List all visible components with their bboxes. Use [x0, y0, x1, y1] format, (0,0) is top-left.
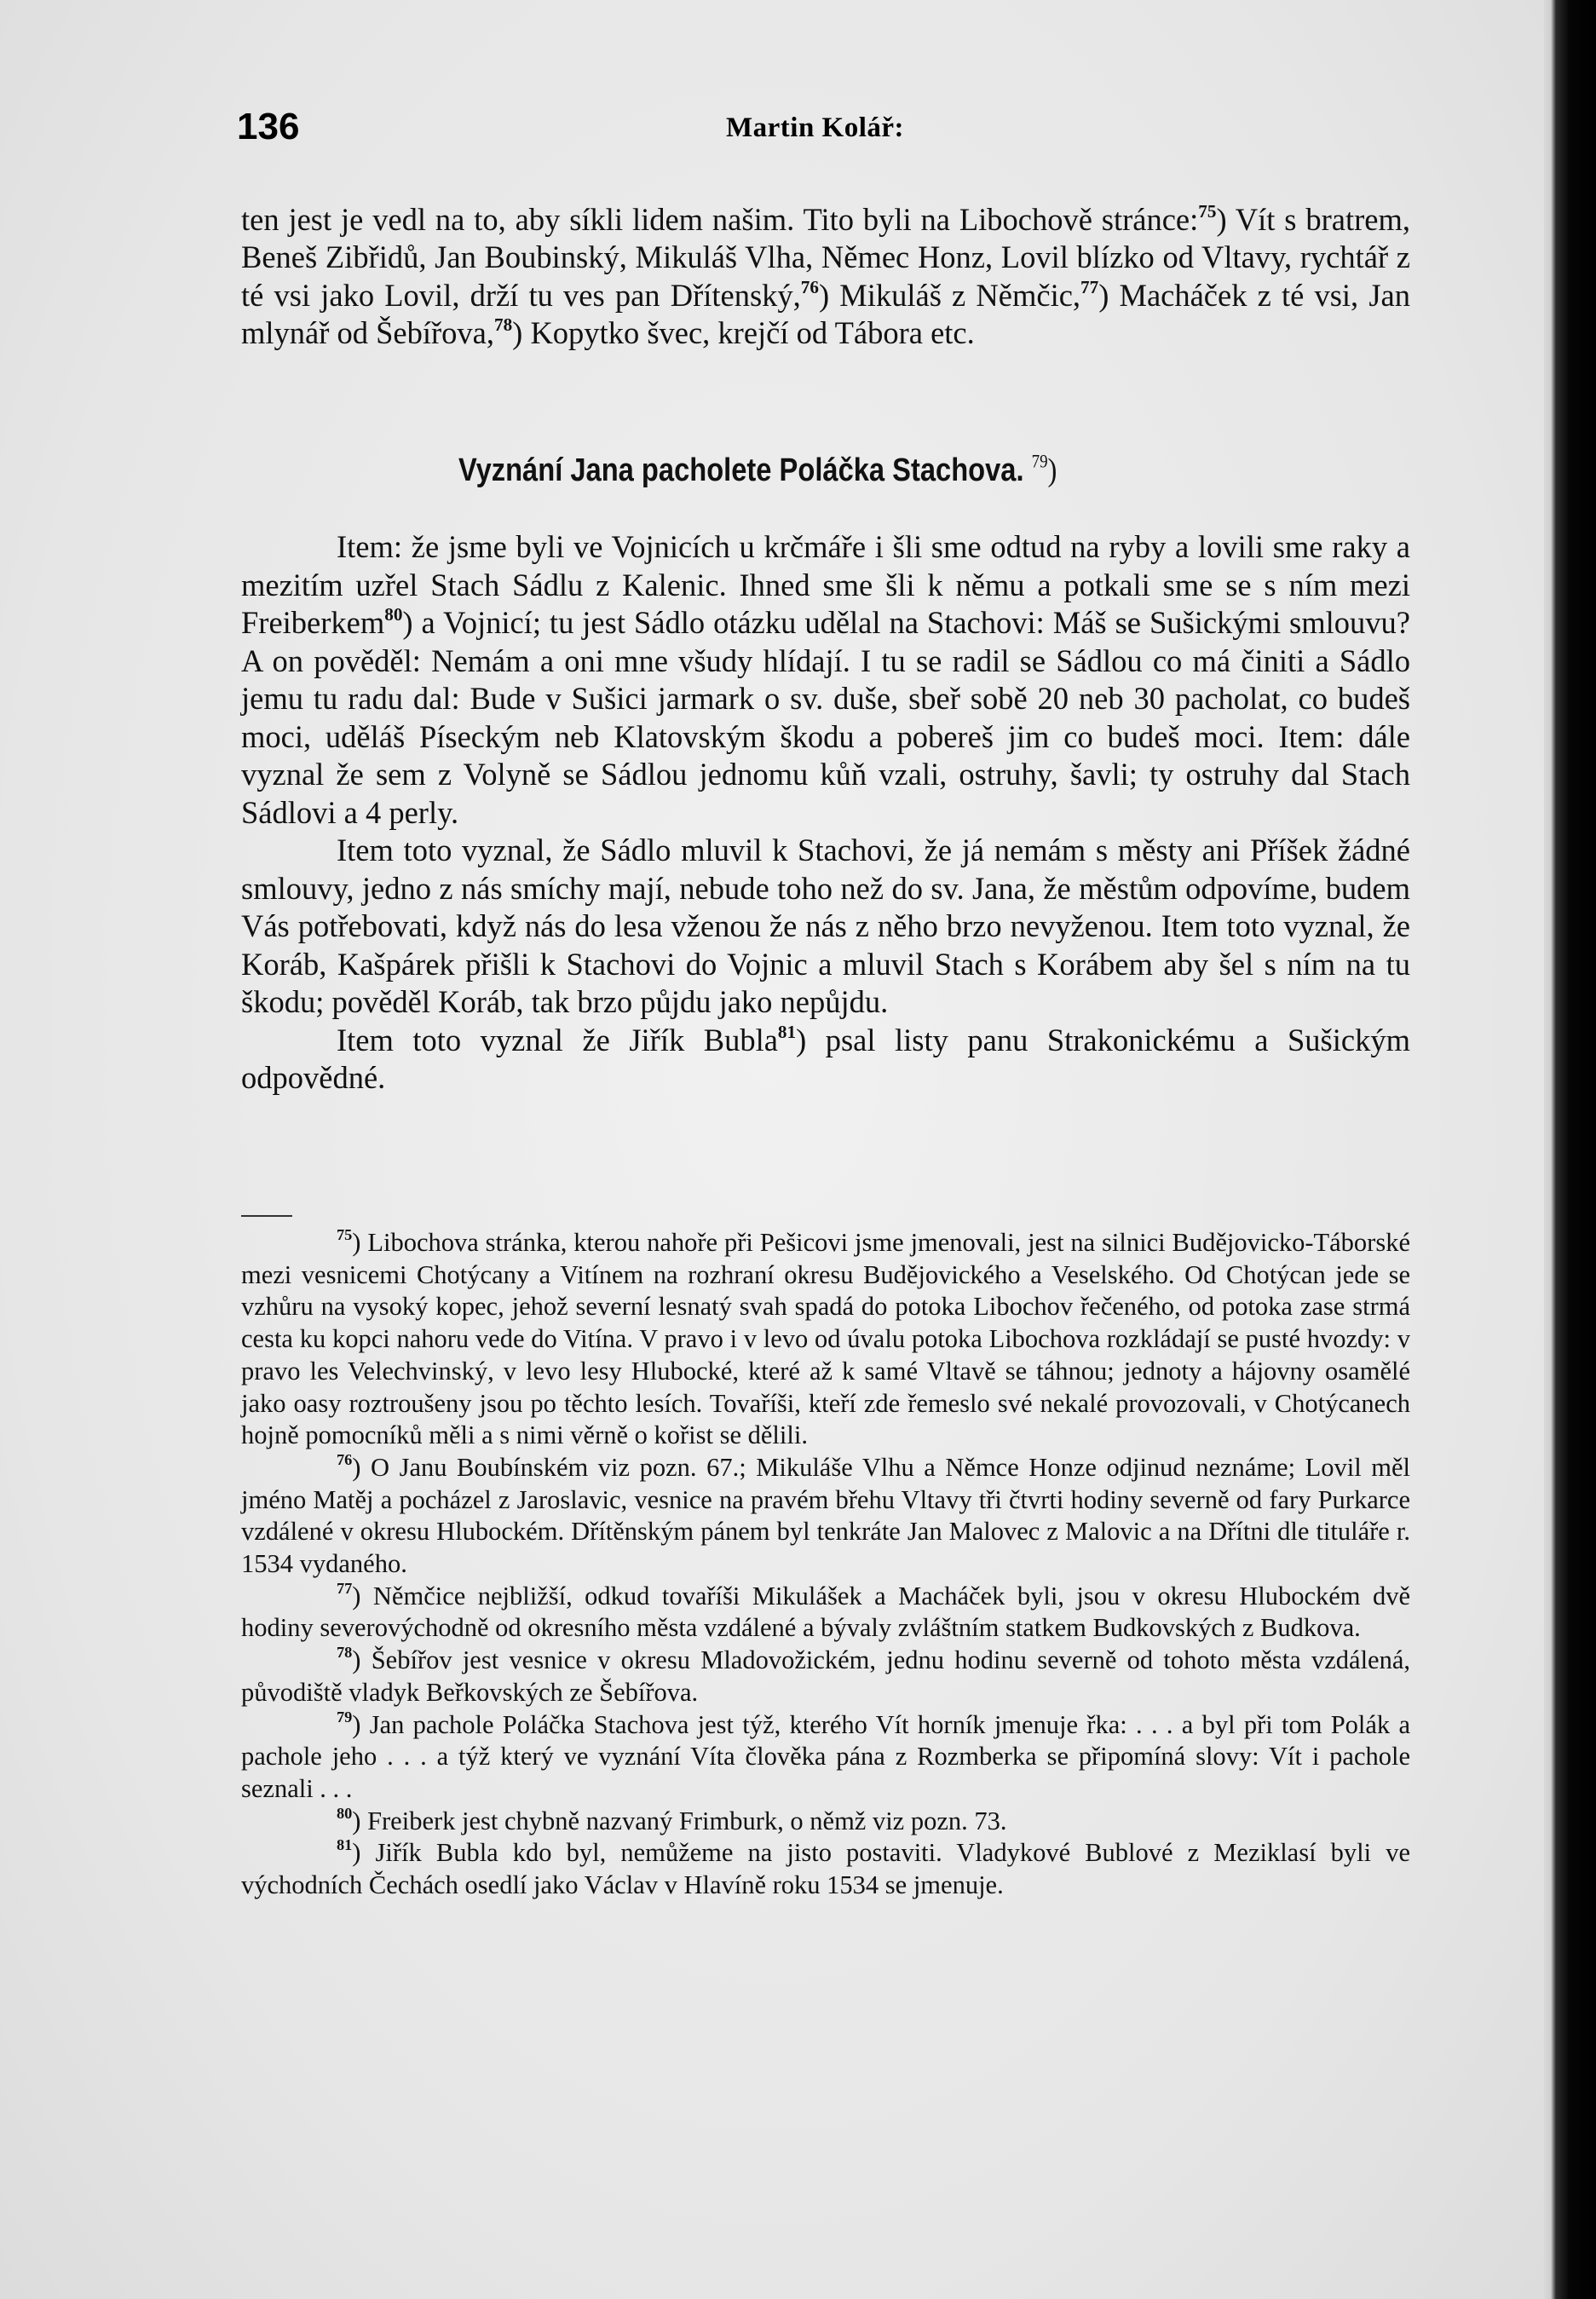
footnote [241, 1806, 1410, 1838]
scan-dark-edge [1544, 0, 1596, 2299]
footnote-ref-80: 80 [384, 604, 403, 625]
footnote-text: ) Jiřík Bubla kdo byl, nemůžeme na jisto postaviti. Vladykové Bublové z Meziklasí byli ve východních Čechách osedlí jako Václav v Hlavíně roku 1534 se jmenuje. [241, 1838, 1410, 1900]
footnote-ref-77: 77 [1080, 277, 1099, 297]
footnote-number: 77 [337, 1579, 353, 1597]
footnote-text: ) Němčice nejbližší, odkud tovaříši Mikulášek a Macháček byli, jsou v okresu Hlubockém dvě hodiny severovýchodně od okresního města vzdálené a bývaly zvláštním statkem Budkovských z Budkova. [241, 1581, 1410, 1643]
footnote-number: 80 [337, 1804, 353, 1822]
section-p3-text-a: Item toto vyznal že Jiřík Bubla [337, 1022, 778, 1057]
intro-paragraph [241, 201, 1410, 353]
footnote [241, 1581, 1410, 1645]
intro-text-3: ) Mikuláš z Němčic, [818, 277, 1081, 313]
section-paragraph-1 [241, 528, 1410, 832]
section-paragraph-3 [241, 1022, 1410, 1098]
intro-text-4: ) Macháček z té vsi, Jan mlynář od Šebířova, [241, 277, 1410, 351]
intro-text-5: ) Kopytko švec, krejčí od Tábora etc. [512, 315, 975, 351]
footnote-ref-78: 78 [494, 314, 513, 336]
section-p1-text-b: ) a Vojnicí; tu jest Sádlo otázku udělal na Stachovi: Máš se Sušickými smlouvu? A on pověděl: Nemám a oni mne všudy hlídají. I tu se radil se Sádlou co má činiti a Sádlo jemu tu radu dal: Bude v Sušici jarmark o sv. duše, sbeř sobě 20 neb 30 pacholat, co budeš moci, uděláš Píseckým neb Klatovským škodu a pobereš jim co budeš moci. Item: dále vyznal že sem z Volyně se Sádlou jednomu kůň vzali, ostruhy, šavli; ty ostruhy dal Stach Sádlovi a 4 perly. [241, 605, 1410, 830]
footnote-text: ) Jan pachole Poláčka Stachova jest týž, kterého Vít horník jmenuje řka: . . . a byl při tom Polák a pachole jeho . . . a týž který ve vyznání Víta člověka pána z Rozmberka se připomíná slovy: Vít i pachole seznali . . . [241, 1709, 1410, 1803]
footnote-number: 79 [337, 1708, 353, 1726]
footnote-text: ) Šebířov jest vesnice v okresu Mladovožickém, jednu hodinu severně od tohoto města vzdálená, původiště vladyk Beřkovských ze Šebířova. [241, 1645, 1410, 1707]
intro-text-1: ten jest je vedl na to, aby síkli lidem našim. Tito byli na Libochově stránce: [241, 202, 1199, 237]
running-head: Martin Kolář: [726, 112, 905, 143]
footnote [241, 1709, 1410, 1806]
footnote-ref-79: 79 [1031, 450, 1048, 472]
footnote [241, 1452, 1410, 1581]
footnote-ref-76: 76 [800, 277, 819, 297]
section-p3-text-b: ) psal listy panu Strakonickému a Sušickým odpovědné. [241, 1022, 1410, 1095]
section-p1-text-a: Item: že jsme byli ve Vojnicích u krčmáře i šli sme odtud na ryby a lovili sme raky a mezitím uzřel Stach Sádlu z Kalenic. Ihned sme šli k němu a potkali sme se s ním mezi Freiberkem [241, 529, 1410, 640]
section-heading [458, 452, 1118, 489]
section-heading-close: ) [1047, 452, 1057, 488]
footnote-number: 81 [337, 1836, 353, 1854]
footnote-text: ) Freiberk jest chybně nazvaný Frimburk, o němž viz pozn. 73. [352, 1806, 1007, 1835]
footnote [241, 1227, 1410, 1452]
footnote [241, 1645, 1410, 1708]
footnote-list [241, 1227, 1410, 1902]
footnote-text: ) O Janu Boubínském viz pozn. 67.; Mikuláše Vlhu a Němce Honze odjinud neznáme; Lovil měl jméno Matěj a pocházel z Jaroslavic, vesnice na pravém břehu Vltavy tři čtvrti hodiny severně od fary Purkarce vzdálené v okresu Hlubockém. Dřítěnským pánem byl tenkráte Jan Malovec z Malovic a na Dřítni dle tituláře r. 1534 vydaného. [241, 1452, 1410, 1579]
intro-text-2: ) Vít s bratrem, Beneš Zibřidů, Jan Boubinský, Mikuláš Vlha, Němec Honz, Lovil blízko od Vltavy, rychtář z té vsi jako Lovil, drží tu ves pan Dřítenský, [241, 202, 1410, 313]
section-paragraph-2: Item toto vyznal, že Sádlo mluvil k Stachovi, že já nemám s městy ani Příšek žádné smlouvy, jedno z nás smíchy mají, nebude toho než do sv. Jana, že městům odpovíme, budem Vás potřebovati, když nás do lesa vženou že nás z něho brzo nevyženou. Item toto vyznal, že Koráb, Kašpárek přišli k Stachovi do Vojnic a mluvil Stach s Korábem aby šel s ním na tu škodu; pověděl Koráb, tak brzo půjdu jako nepůjdu. [241, 833, 1410, 1019]
footnote-number: 75 [337, 1226, 353, 1244]
footnote-ref-81: 81 [777, 1021, 797, 1042]
page-header [237, 106, 1404, 157]
footnote-text: ) Libochova stránka, kterou nahoře při Pešicovi jsme jmenovali, jest na silnici Budějovicko-Táborské mezi vesnicemi Chotýcany a Vitínem na rozhraní okresu Budějovického a Veselského. Od Chotýcan jede se vzhůru na vysoký kopec, jehož severní lesnatý svah spadá do potoka Libochov řečeného, od potoka zase strmá cesta ku kopci nahoru vede do Vitína. V pravo i v levo od úvalu potoka Libochova rozkládají se pusté hvozdy: v pravo les Velechvinský, v levo lesy Hlubocké, které až k samé Vltavě se táhnou; jednoty a hájovny osamělé jako oasy roztroušeny jsou po těchto lesích. Tovaříši, kteří zde řemeslo své nekalé provozovali, v Chotýcanech hojně pomocníků měli a s nimi věrně o kořist se dělili. [241, 1228, 1410, 1450]
footnote [241, 1837, 1410, 1901]
page-number: 136 [237, 106, 300, 147]
footnote-rule [241, 1215, 292, 1217]
footnote-number: 76 [337, 1451, 353, 1469]
section-heading-text: Vyznání Jana pacholete Poláčka Stachova. [458, 452, 1024, 488]
footnote-ref-75: 75 [1198, 201, 1217, 222]
intro-paragraph-block [241, 201, 1410, 353]
footnote-number: 78 [337, 1644, 353, 1662]
section-body [241, 528, 1410, 1098]
